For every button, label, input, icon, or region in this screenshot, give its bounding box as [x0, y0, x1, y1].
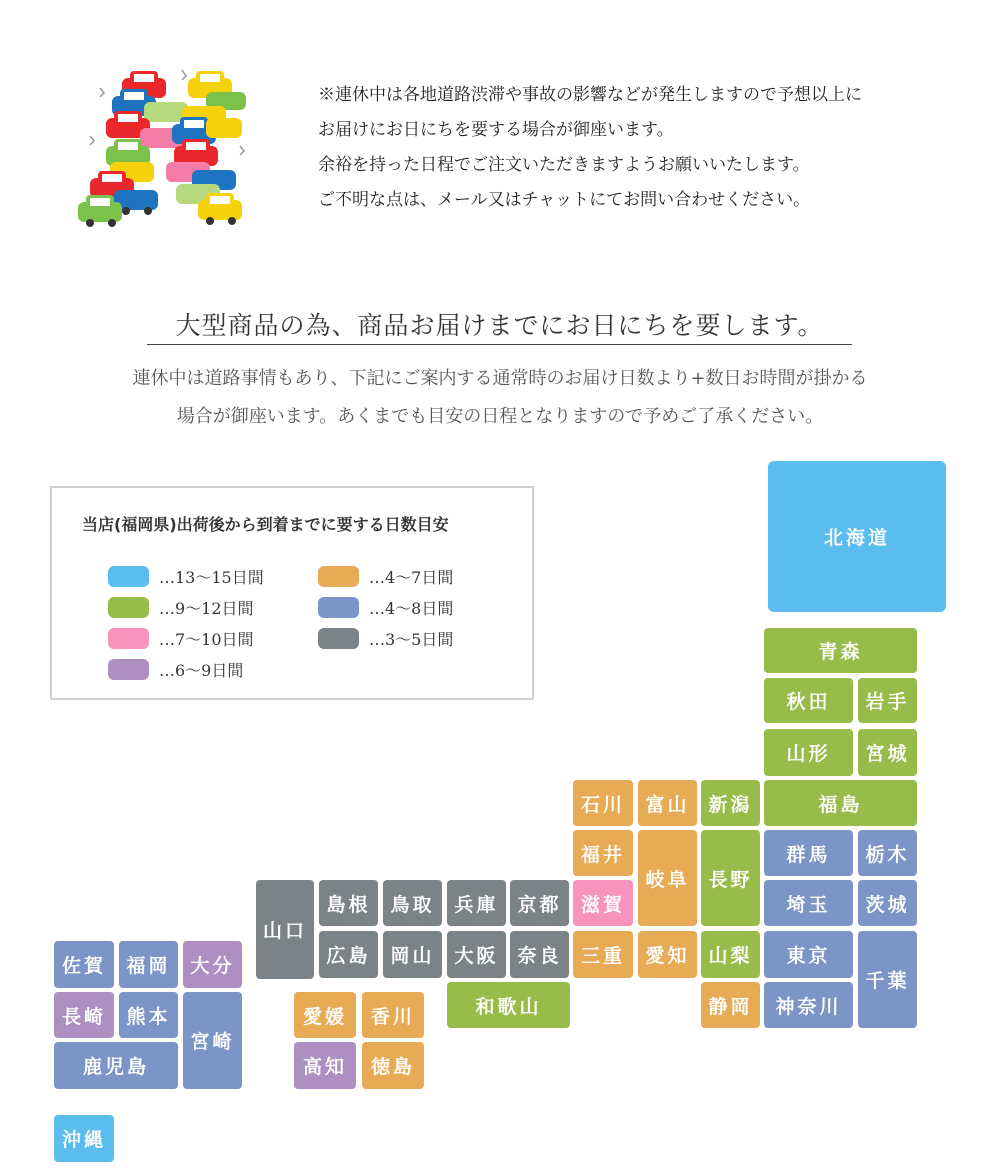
pref-saitama: 埼玉	[764, 880, 853, 926]
pref-aomori: 青森	[764, 628, 917, 673]
traffic-jam-illustration	[70, 66, 260, 231]
pref-ibaraki: 茨城	[858, 880, 917, 926]
legend-swatch	[318, 566, 359, 587]
pref-aichi: 愛知	[638, 931, 697, 978]
legend-swatch	[108, 628, 149, 649]
delivery-days-legend	[50, 486, 534, 700]
legend-title: 当店(福岡県)出荷後から到着までに要する日数目安	[82, 515, 449, 534]
pref-nagano: 長野	[701, 830, 760, 926]
pref-gifu: 岐阜	[638, 830, 697, 926]
pref-kochi: 高知	[294, 1042, 356, 1089]
pref-gunma: 群馬	[764, 830, 853, 876]
pref-iwate: 岩手	[858, 678, 917, 723]
pref-tokushima: 徳島	[362, 1042, 424, 1089]
pref-niigata: 新潟	[701, 780, 760, 826]
legend-item	[108, 627, 254, 650]
pref-kagawa: 香川	[362, 992, 424, 1038]
subtext-line-2: 場合が御座います。あくまでも目安の日程となりますので予めご了承ください。	[176, 406, 824, 427]
pref-tottori: 鳥取	[383, 880, 442, 926]
notice-line-1: ※連休中は各地道路渋滞や事故の影響などが発生しますので予想以上に	[318, 85, 862, 105]
legend-item	[318, 565, 453, 588]
legend-swatch	[108, 566, 149, 587]
pref-nagasaki: 長崎	[54, 992, 114, 1038]
pref-wakayama: 和歌山	[447, 982, 570, 1028]
legend-label: …3〜5日間	[369, 630, 454, 649]
legend-label: …6〜9日間	[159, 661, 244, 680]
pref-akita: 秋田	[764, 678, 853, 723]
pref-miyazaki: 宮崎	[183, 992, 242, 1089]
notice-line-2: お届けにお日にちを要する場合が御座います。	[318, 120, 674, 140]
pref-tokyo: 東京	[764, 931, 853, 978]
pref-okinawa: 沖縄	[54, 1115, 114, 1162]
pref-fukushima: 福島	[764, 780, 917, 826]
pref-chiba: 千葉	[858, 931, 917, 1028]
pref-kagoshima: 鹿児島	[54, 1042, 178, 1089]
legend-item	[318, 627, 453, 650]
pref-shizuoka: 静岡	[701, 982, 760, 1028]
legend-label: …4〜7日間	[369, 568, 454, 587]
pref-fukui: 福井	[573, 830, 633, 876]
pref-nara: 奈良	[510, 931, 569, 978]
pref-toyama: 富山	[638, 780, 697, 826]
pref-oita: 大分	[183, 941, 242, 988]
pref-miyagi: 宮城	[858, 729, 917, 776]
pref-kanagawa: 神奈川	[764, 982, 853, 1028]
legend-swatch	[108, 659, 149, 680]
legend-item	[108, 596, 254, 619]
pref-shiga: 滋賀	[573, 880, 633, 926]
legend-label: …9〜12日間	[159, 599, 254, 618]
pref-hyogo: 兵庫	[447, 880, 506, 926]
legend-swatch	[318, 628, 359, 649]
pref-okayama: 岡山	[383, 931, 442, 978]
pref-hiroshima: 広島	[319, 931, 378, 978]
legend-swatch	[318, 597, 359, 618]
pref-yamaguchi: 山口	[256, 880, 314, 979]
delivery-subtext	[0, 360, 1000, 436]
legend-label: …7〜10日間	[159, 630, 254, 649]
legend-swatch	[108, 597, 149, 618]
holiday-notice	[318, 78, 862, 218]
pref-saga: 佐賀	[54, 941, 114, 988]
pref-yamanashi: 山梨	[701, 931, 760, 978]
legend-label: …13〜15日間	[159, 568, 264, 587]
legend-item	[108, 658, 243, 681]
pref-shimane: 島根	[319, 880, 378, 926]
pref-ehime: 愛媛	[294, 992, 356, 1038]
pref-osaka: 大阪	[447, 931, 506, 978]
notice-line-3: 余裕を持った日程でご注文いただきますようお願いいたします。	[318, 155, 810, 175]
page-headline: 大型商品の為、商品お届けまでにお日にちを要します。	[147, 306, 852, 345]
legend-item	[108, 565, 264, 588]
pref-kumamoto: 熊本	[119, 992, 178, 1038]
pref-fukuoka: 福岡	[119, 941, 178, 988]
legend-label: …4〜8日間	[369, 599, 454, 618]
pref-yamagata: 山形	[764, 729, 853, 776]
car-icon	[78, 70, 246, 227]
pref-hokkaido: 北海道	[768, 461, 946, 612]
pref-ishikawa: 石川	[573, 780, 633, 826]
notice-line-4: ご不明な点は、メール又はチャットにてお問い合わせください。	[318, 190, 811, 210]
legend-item	[318, 596, 453, 619]
pref-tochigi: 栃木	[858, 830, 917, 876]
pref-mie: 三重	[573, 931, 633, 978]
pref-kyoto: 京都	[510, 880, 569, 926]
subtext-line-1: 連休中は道路事情もあり、下記にご案内する通常時のお届け日数より+数日お時間が掛かる	[132, 368, 868, 389]
